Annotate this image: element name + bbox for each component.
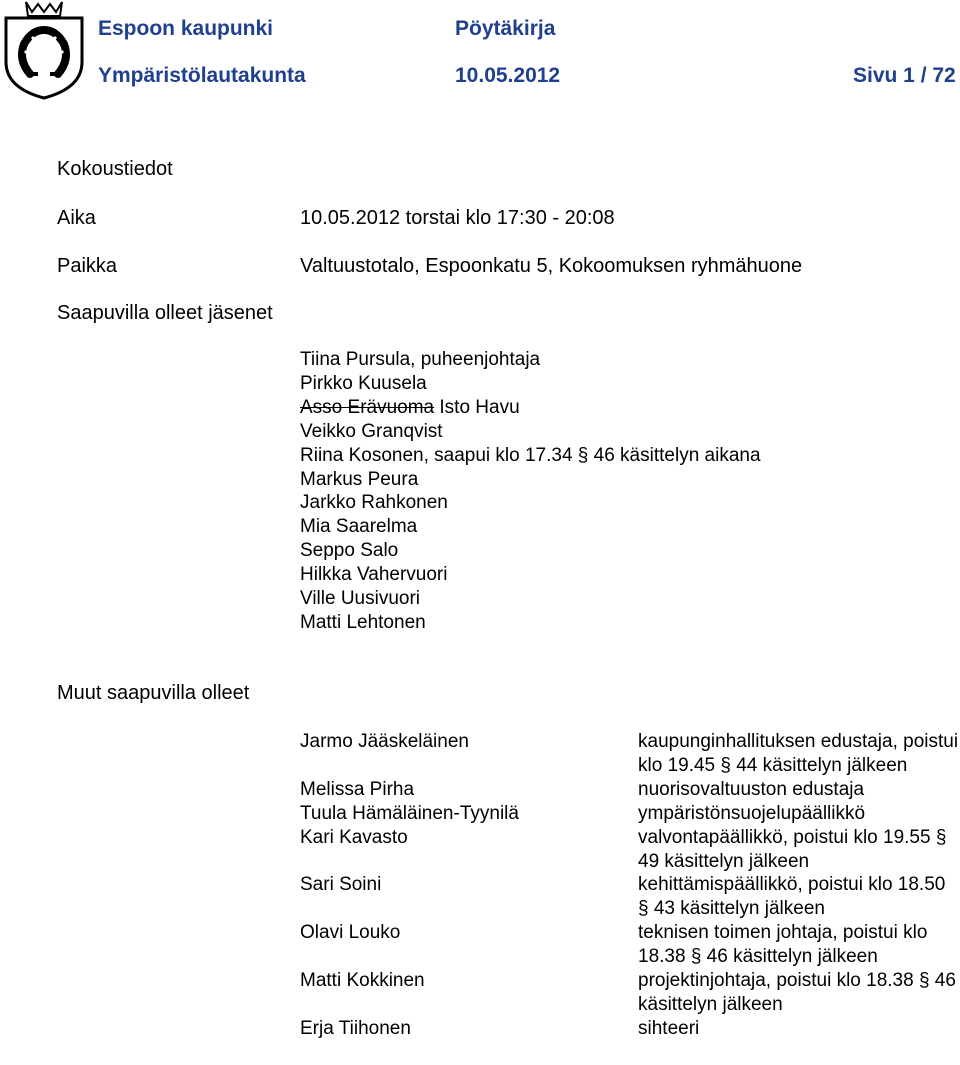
others-role: nuorisovaltuuston edustaja (638, 778, 865, 800)
member-item: Hilkka Vahervuori (300, 564, 448, 586)
member-item: Ville Uusivuori (300, 588, 421, 610)
others-name: Matti Kokkinen (300, 970, 425, 992)
others-table (300, 730, 960, 1041)
place-value: Valtuustotalo, Espoonkatu 5, Kokoomuksen ryhmähuone (300, 255, 803, 277)
document-type: Pöytäkirja (455, 17, 556, 40)
others-role: sihteeri (638, 1017, 700, 1039)
others-name: Olavi Louko (300, 922, 401, 944)
others-role: valvontapäällikkö, poistui klo 19.55 § 49 käsittelyn jälkeen (638, 826, 947, 872)
place-label: Paikka (57, 255, 118, 277)
others-name: Tuula Hämäläinen-Tyynilä (300, 802, 519, 824)
others-row (300, 921, 960, 969)
others-label: Muut saapuvilla olleet (57, 682, 250, 704)
section-title: Kokoustiedot (57, 158, 173, 180)
others-role: ympäristönsuojelupäällikkö (638, 802, 866, 824)
others-row (300, 730, 960, 778)
others-role: teknisen toimen johtaja, poistui klo 18.38 § 46 käsittelyn jälkeen (638, 922, 928, 968)
member-item: Seppo Salo (300, 540, 399, 562)
others-role: kehittämispäällikkö, poistui klo 18.50 § 43 käsittelyn jälkeen (638, 874, 946, 920)
member-item-replaced (300, 396, 761, 420)
others-name: Melissa Pirha (300, 778, 415, 800)
others-role: kaupunginhallituksen edustaja, poistui klo 19.45 § 44 käsittelyn jälkeen (638, 731, 959, 776)
members-list (300, 348, 761, 635)
time-value: 10.05.2012 torstai klo 17:30 - 20:08 (300, 207, 615, 229)
others-row (300, 826, 960, 874)
member-item: Veikko Granqvist (300, 420, 443, 442)
others-name: Erja Tiihonen (300, 1017, 411, 1039)
others-row (300, 802, 960, 826)
replaced-member-name: Asso Erävuoma (300, 396, 435, 418)
page-number: Sivu 1 / 72 (853, 64, 956, 87)
others-row (300, 1017, 960, 1041)
member-item: Pirkko Kuusela (300, 372, 427, 394)
member-item: Mia Saarelma (300, 516, 418, 538)
member-item: Markus Peura (300, 468, 419, 490)
org-name: Espoon kaupunki (98, 17, 274, 40)
substitute-member-name: Isto Havu (439, 396, 520, 418)
others-row (300, 969, 960, 1017)
member-item: Tiina Pursula, puheenjohtaja (300, 349, 541, 370)
others-role: projektinjohtaja, poistui klo 18.38 § 46 käsittelyn jälkeen (638, 970, 956, 1015)
others-name: Kari Kavasto (300, 826, 408, 848)
member-item: Matti Lehtonen (300, 611, 426, 633)
others-row (300, 873, 960, 921)
others-name: Jarmo Jääskeläinen (300, 731, 469, 752)
members-label: Saapuvilla olleet jäsenet (57, 302, 273, 324)
time-label: Aika (57, 207, 96, 229)
committee-name: Ympäristölautakunta (98, 64, 306, 87)
espoo-crest-icon (0, 0, 88, 100)
others-row (300, 778, 960, 802)
member-item: Jarkko Rahkonen (300, 492, 448, 514)
meeting-date: 10.05.2012 (455, 64, 561, 87)
member-item: Riina Kosonen, saapui klo 17.34 § 46 käsittelyn aikana (300, 444, 761, 466)
others-name: Sari Soini (300, 874, 382, 896)
